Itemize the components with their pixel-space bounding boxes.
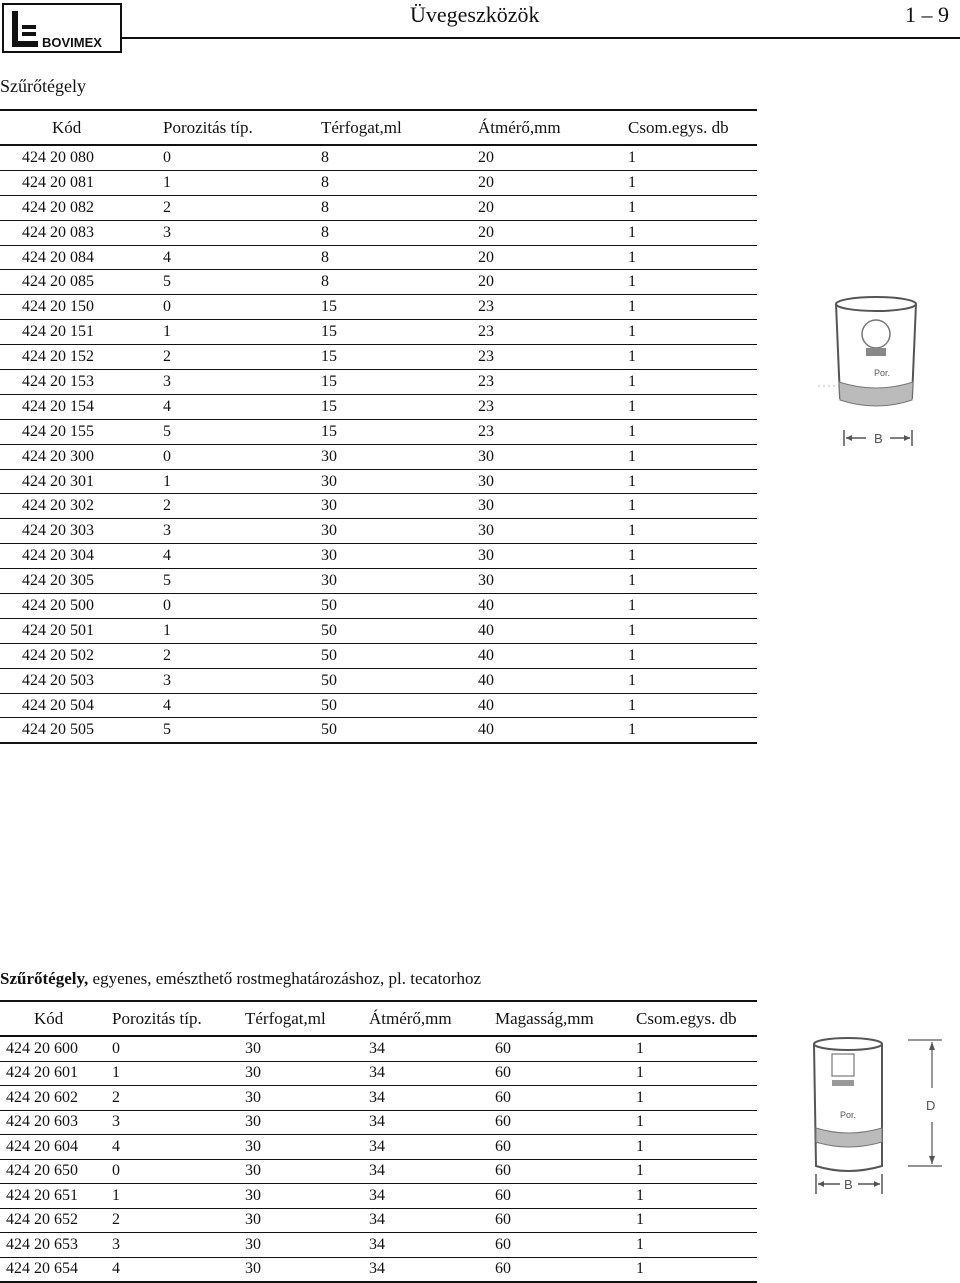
table-cell: 424 20 151: [0, 320, 163, 345]
table-cell: 60: [495, 1257, 636, 1282]
section1-table: [0, 109, 757, 744]
table-cell: 15: [321, 320, 478, 345]
table-cell: 34: [369, 1061, 495, 1086]
table-cell: 424 20 080: [0, 145, 163, 170]
column-header-porozitas: Porozitás típ.: [163, 110, 321, 145]
section2-title-rest: egyenes, emészthető rostmeghatározáshoz, pl. tecatorhoz: [88, 969, 482, 988]
table-cell: 424 20 304: [0, 544, 163, 569]
table-cell: 30: [245, 1257, 369, 1282]
table-row: [0, 245, 757, 270]
column-header-terfogat-2: Térfogat,ml: [245, 1001, 369, 1036]
table-cell: 1: [636, 1135, 757, 1160]
table-cell: 30: [321, 519, 478, 544]
table-row: [0, 643, 757, 668]
table-cell: 60: [495, 1086, 636, 1111]
table-cell: 23: [478, 295, 628, 320]
table-cell: 20: [478, 195, 628, 220]
table-cell: 30: [321, 469, 478, 494]
table-row: [0, 1257, 757, 1282]
table-cell: 1: [628, 320, 757, 345]
table-cell: 1: [636, 1184, 757, 1209]
table-row: [0, 295, 757, 320]
table-cell: 424 20 650: [0, 1159, 112, 1184]
table-cell: 424 20 084: [0, 245, 163, 270]
table-cell: 30: [478, 444, 628, 469]
table-row: [0, 1036, 757, 1061]
column-header-porozitas-2: Porozitás típ.: [112, 1001, 245, 1036]
table-cell: 0: [163, 594, 321, 619]
table-cell: 424 20 501: [0, 618, 163, 643]
table-cell: 1: [628, 544, 757, 569]
table-cell: 1: [628, 220, 757, 245]
table-cell: 20: [478, 170, 628, 195]
table-cell: 1: [636, 1110, 757, 1135]
table-cell: 30: [245, 1159, 369, 1184]
table-cell: 60: [495, 1110, 636, 1135]
table-cell: 2: [112, 1086, 245, 1111]
table-cell: 23: [478, 320, 628, 345]
column-header-csomegys: Csom.egys. db: [628, 110, 757, 145]
table-cell: 3: [112, 1233, 245, 1258]
table-cell: 1: [628, 668, 757, 693]
table-cell: 30: [245, 1036, 369, 1061]
table-row: [0, 494, 757, 519]
table-cell: 424 20 505: [0, 718, 163, 743]
table-cell: 1: [636, 1257, 757, 1282]
table-cell: 424 20 654: [0, 1257, 112, 1282]
table-cell: 3: [163, 668, 321, 693]
table-row: [0, 1233, 757, 1258]
column-header-kod-2: Kód: [0, 1001, 112, 1036]
table-cell: 34: [369, 1208, 495, 1233]
table-cell: 1: [636, 1208, 757, 1233]
table-cell: 1: [628, 643, 757, 668]
table-row: [0, 195, 757, 220]
table-cell: 1: [636, 1036, 757, 1061]
table-cell: 1: [163, 170, 321, 195]
table-row: [0, 170, 757, 195]
section1-table-body: [0, 145, 757, 743]
table-cell: 30: [478, 569, 628, 594]
table-cell: 424 20 154: [0, 394, 163, 419]
table-cell: 1: [163, 320, 321, 345]
table-cell: 30: [478, 494, 628, 519]
table-cell: 8: [321, 270, 478, 295]
column-header-magassag-2: Magasság,mm: [495, 1001, 636, 1036]
table-cell: 2: [163, 345, 321, 370]
table-cell: 3: [163, 370, 321, 395]
table-cell: 1: [636, 1233, 757, 1258]
table-cell: 30: [245, 1110, 369, 1135]
table-cell: 1: [628, 718, 757, 743]
table-row: [0, 1110, 757, 1135]
table-cell: 424 20 502: [0, 643, 163, 668]
table-cell: 4: [163, 544, 321, 569]
table-cell: 424 20 604: [0, 1135, 112, 1160]
table-cell: 0: [163, 444, 321, 469]
table-cell: 30: [245, 1061, 369, 1086]
table-cell: 40: [478, 594, 628, 619]
table-cell: 424 20 085: [0, 270, 163, 295]
table-cell: 1: [628, 195, 757, 220]
table-cell: 30: [321, 544, 478, 569]
column-header-kod: Kód: [0, 110, 163, 145]
table-cell: 60: [495, 1159, 636, 1184]
table-row: [0, 569, 757, 594]
column-header-atmero: Átmérő,mm: [478, 110, 628, 145]
table-cell: 60: [495, 1233, 636, 1258]
table-cell: 8: [321, 195, 478, 220]
table-cell: 50: [321, 594, 478, 619]
table-cell: 50: [321, 693, 478, 718]
table-cell: 20: [478, 270, 628, 295]
column-header-atmero-2: Átmérő,mm: [369, 1001, 495, 1036]
table-cell: 40: [478, 618, 628, 643]
table-cell: 424 20 653: [0, 1233, 112, 1258]
table-cell: 424 20 504: [0, 693, 163, 718]
table-cell: 1: [628, 494, 757, 519]
table-cell: 8: [321, 245, 478, 270]
table-cell: 15: [321, 295, 478, 320]
table-cell: 1: [628, 170, 757, 195]
table-cell: 1: [628, 295, 757, 320]
table-cell: 40: [478, 718, 628, 743]
por-label-2: Por.: [840, 1110, 857, 1120]
table-cell: 30: [245, 1135, 369, 1160]
section2-header-row: [0, 1001, 757, 1036]
table-cell: 1: [628, 618, 757, 643]
table-cell: 1: [636, 1159, 757, 1184]
table-cell: 424 20 153: [0, 370, 163, 395]
table-cell: 1: [628, 594, 757, 619]
table-cell: 34: [369, 1110, 495, 1135]
table-row: [0, 419, 757, 444]
table-cell: 30: [245, 1233, 369, 1258]
logo-text: BOVIMEX: [42, 35, 102, 50]
table-cell: 50: [321, 618, 478, 643]
table-cell: 1: [628, 569, 757, 594]
b-label-2: B: [844, 1177, 853, 1192]
table-cell: 0: [112, 1036, 245, 1061]
table-cell: 34: [369, 1184, 495, 1209]
table-row: [0, 693, 757, 718]
table-cell: 424 20 150: [0, 295, 163, 320]
table-cell: 1: [628, 519, 757, 544]
table-cell: 424 20 155: [0, 419, 163, 444]
table-row: [0, 220, 757, 245]
table-cell: 1: [628, 469, 757, 494]
table-cell: 60: [495, 1036, 636, 1061]
table-cell: 424 20 303: [0, 519, 163, 544]
table-cell: 1: [628, 419, 757, 444]
table-cell: 8: [321, 220, 478, 245]
table-cell: 4: [163, 693, 321, 718]
table-cell: 30: [245, 1086, 369, 1111]
table-row: [0, 1159, 757, 1184]
table-cell: 0: [112, 1159, 245, 1184]
table-row: [0, 1086, 757, 1111]
table-cell: 20: [478, 245, 628, 270]
table-cell: 424 20 600: [0, 1036, 112, 1061]
table-cell: 30: [321, 569, 478, 594]
table-cell: 2: [112, 1208, 245, 1233]
bovimex-logo: [2, 3, 122, 53]
table-cell: 34: [369, 1135, 495, 1160]
table-row: [0, 469, 757, 494]
table-cell: 23: [478, 370, 628, 395]
table-cell: 50: [321, 668, 478, 693]
table-cell: 40: [478, 668, 628, 693]
straight-filter-crucible-figure: [798, 1030, 958, 1198]
table-cell: 60: [495, 1184, 636, 1209]
page-title: Üvegeszközök: [410, 2, 540, 27]
table-cell: 2: [163, 195, 321, 220]
table-cell: 1: [628, 370, 757, 395]
table-cell: 2: [163, 643, 321, 668]
column-header-terfogat: Térfogat,ml: [321, 110, 478, 145]
table-cell: 3: [163, 519, 321, 544]
filter-crucible-figure: [818, 288, 960, 456]
table-row: [0, 519, 757, 544]
table-cell: 40: [478, 643, 628, 668]
table-row: [0, 718, 757, 743]
section2-table: [0, 1000, 757, 1283]
table-cell: 20: [478, 220, 628, 245]
table-cell: 424 20 300: [0, 444, 163, 469]
logo-mark-icon: [12, 11, 38, 47]
table-row: [0, 444, 757, 469]
table-cell: 1: [112, 1184, 245, 1209]
table-cell: 30: [245, 1208, 369, 1233]
table-row: [0, 618, 757, 643]
table-cell: 30: [321, 494, 478, 519]
table-cell: 40: [478, 693, 628, 718]
table-row: [0, 594, 757, 619]
header-rule: [122, 37, 960, 39]
table-cell: 1: [628, 270, 757, 295]
table-row: [0, 145, 757, 170]
table-cell: 60: [495, 1135, 636, 1160]
table-cell: 23: [478, 345, 628, 370]
section2-title-bold: Szűrőtégely,: [0, 969, 89, 988]
table-cell: 4: [112, 1257, 245, 1282]
table-cell: 34: [369, 1036, 495, 1061]
section1-title: Szűrőtégely: [0, 76, 86, 96]
table-cell: 3: [112, 1110, 245, 1135]
b-label-1: B: [874, 431, 883, 446]
table-cell: 424 20 500: [0, 594, 163, 619]
table-cell: 0: [163, 145, 321, 170]
table-row: [0, 1184, 757, 1209]
table-cell: 1: [628, 693, 757, 718]
table-cell: 8: [321, 170, 478, 195]
table-cell: 5: [163, 419, 321, 444]
d-label: D: [926, 1098, 936, 1113]
table-cell: 1: [163, 618, 321, 643]
table-cell: 424 20 082: [0, 195, 163, 220]
table-cell: 60: [495, 1208, 636, 1233]
table-cell: 1: [628, 444, 757, 469]
table-row: [0, 544, 757, 569]
column-header-csomegys-2: Csom.egys. db: [636, 1001, 757, 1036]
table-cell: 424 20 083: [0, 220, 163, 245]
table-cell: 23: [478, 394, 628, 419]
table-cell: 23: [478, 419, 628, 444]
table-cell: 424 20 301: [0, 469, 163, 494]
table-cell: 8: [321, 145, 478, 170]
table-cell: 20: [478, 145, 628, 170]
table-cell: 34: [369, 1257, 495, 1282]
table-cell: 30: [245, 1184, 369, 1209]
table-cell: 5: [163, 718, 321, 743]
table-cell: 0: [163, 295, 321, 320]
table-cell: 34: [369, 1159, 495, 1184]
table-cell: 424 20 651: [0, 1184, 112, 1209]
table-row: [0, 345, 757, 370]
table-cell: 3: [163, 220, 321, 245]
table-row: [0, 320, 757, 345]
table-cell: 50: [321, 718, 478, 743]
section2-table-body: [0, 1036, 757, 1282]
table-cell: 15: [321, 394, 478, 419]
table-cell: 1: [636, 1061, 757, 1086]
table-row: [0, 1208, 757, 1233]
table-cell: 15: [321, 370, 478, 395]
section2-title: [0, 969, 481, 989]
table-cell: 1: [112, 1061, 245, 1086]
table-cell: 424 20 601: [0, 1061, 112, 1086]
table-cell: 1: [628, 145, 757, 170]
table-cell: 424 20 602: [0, 1086, 112, 1111]
table-cell: 30: [478, 469, 628, 494]
section1-header-row: [0, 110, 757, 145]
table-cell: 1: [636, 1086, 757, 1111]
table-row: [0, 394, 757, 419]
table-cell: 4: [112, 1135, 245, 1160]
table-cell: 1: [628, 394, 757, 419]
table-cell: 4: [163, 394, 321, 419]
table-row: [0, 668, 757, 693]
por-label-1: Por.: [874, 368, 891, 378]
table-cell: 30: [321, 444, 478, 469]
table-cell: 60: [495, 1061, 636, 1086]
table-cell: 1: [628, 245, 757, 270]
table-cell: 2: [163, 494, 321, 519]
table-cell: 424 20 305: [0, 569, 163, 594]
table-cell: 34: [369, 1086, 495, 1111]
table-cell: 5: [163, 569, 321, 594]
table-row: [0, 1061, 757, 1086]
table-cell: 1: [628, 345, 757, 370]
table-cell: 424 20 503: [0, 668, 163, 693]
table-row: [0, 1135, 757, 1160]
table-cell: 424 20 603: [0, 1110, 112, 1135]
table-cell: 15: [321, 345, 478, 370]
table-cell: 424 20 081: [0, 170, 163, 195]
page-number: 1 – 9: [905, 2, 949, 27]
table-cell: 30: [478, 544, 628, 569]
table-cell: 15: [321, 419, 478, 444]
table-cell: 424 20 152: [0, 345, 163, 370]
table-cell: 4: [163, 245, 321, 270]
table-row: [0, 270, 757, 295]
table-row: [0, 370, 757, 395]
table-cell: 50: [321, 643, 478, 668]
table-cell: 5: [163, 270, 321, 295]
table-cell: 1: [163, 469, 321, 494]
table-cell: 424 20 302: [0, 494, 163, 519]
table-cell: 34: [369, 1233, 495, 1258]
table-cell: 424 20 652: [0, 1208, 112, 1233]
table-cell: 30: [478, 519, 628, 544]
